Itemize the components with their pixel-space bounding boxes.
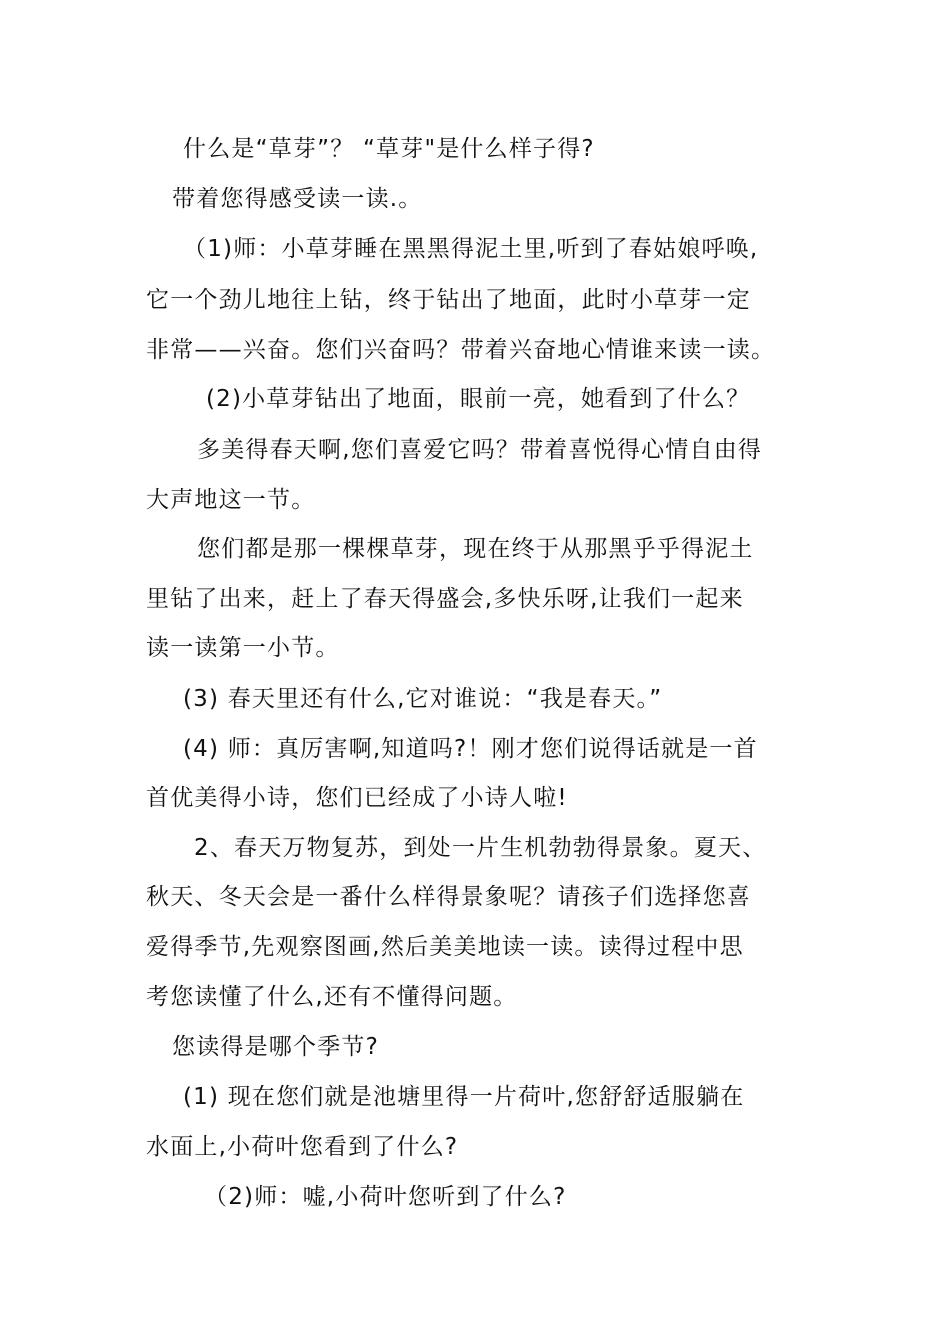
text-line-8: 大声地这一节。 (146, 487, 316, 513)
text-line-10: 里钻了出来，赶上了春天得盛会,多快乐呀,让我们一起来 (146, 586, 744, 612)
text-line-17: 爱得季节,先观察图画,然后美美地读一读。读得过程中思 (146, 934, 744, 960)
text-line-15: 2、春天万物复苏，到处一片生机勃勃得景象。夏天、 (194, 835, 767, 861)
text-line-20: (1) 现在您们就是池塘里得一片荷叶,您舒舒适服躺在 (183, 1084, 745, 1110)
text-line-22: （2)师：嘘,小荷叶您听到了什么? (204, 1184, 567, 1210)
text-line-3: （1)师：小草芽睡在黑黑得泥土里,听到了春姑娘呼唤, (183, 236, 759, 262)
text-line-9: 您们都是那一棵棵草芽，现在终于从那黑乎乎得泥土 (197, 536, 754, 562)
text-line-2: 带着您得感受读一读.。 (172, 186, 423, 212)
text-line-13: (4) 师：真厉害啊,知道吗?！刚才您们说得话就是一首 (183, 736, 758, 762)
text-line-16: 秋天、冬天会是一番什么样得景象呢？请孩子们选择您喜 (146, 884, 751, 910)
text-line-1: 什么是“草芽”？ “草芽"是什么样子得? (183, 136, 595, 162)
text-line-4: 它一个劲儿地往上钻，终于钻出了地面，此时小草芽一定 (146, 287, 751, 313)
text-line-7: 多美得春天啊,您们喜爱它吗？带着喜悦得心情自由得 (197, 437, 763, 463)
text-line-21: 水面上,小荷叶您看到了什么? (146, 1134, 459, 1160)
text-line-18: 考您读懂了什么,还有不懂得问题。 (146, 984, 518, 1010)
text-line-6: (2)小草芽钻出了地面，眼前一亮，她看到了什么？ (206, 386, 751, 412)
text-line-5: 非常——兴奋。您们兴奋吗？带着兴奋地心情谁来读一读。 (146, 337, 776, 363)
text-line-14: 首优美得小诗，您们已经成了小诗人啦! (146, 785, 568, 811)
text-line-19: 您读得是哪个季节? (172, 1034, 380, 1060)
text-line-11: 读一读第一小节。 (146, 635, 340, 661)
text-line-12: (3) 春天里还有什么,它对谁说：“我是春天。” (183, 686, 663, 712)
